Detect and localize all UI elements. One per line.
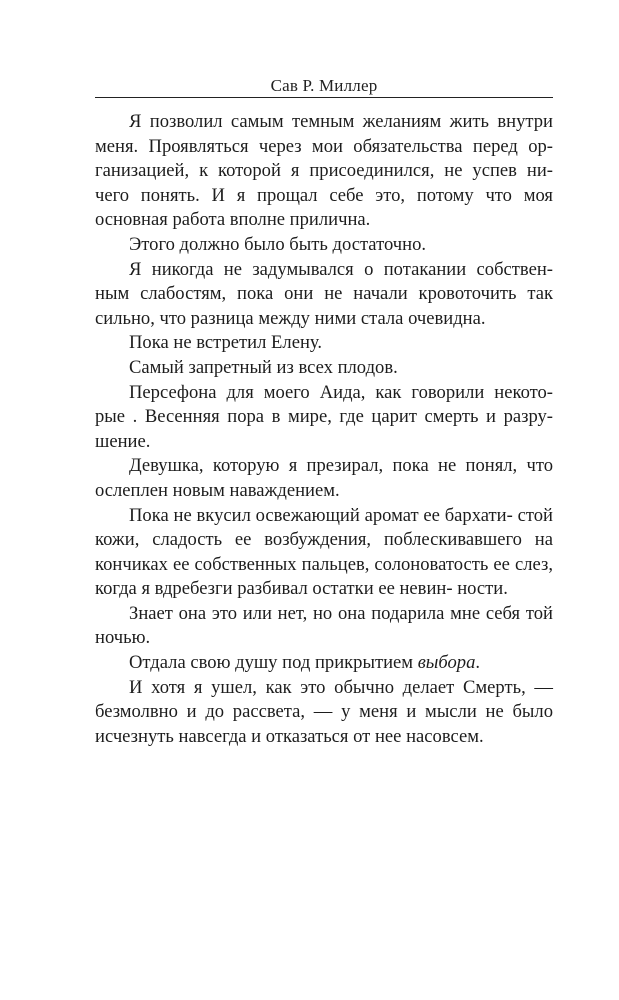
- line: Отдала свою душу под прикрытием: [129, 652, 418, 674]
- line: рые . Весенняя пора в мире, где царит смерть и разру-: [95, 406, 553, 428]
- body-text: [95, 110, 553, 749]
- line: сильно, что разница между ними стала очевидна.: [95, 307, 486, 329]
- paragraph: [95, 381, 553, 455]
- running-head-author: Сав Р. Миллер: [270, 76, 378, 95]
- paragraph: [95, 233, 553, 258]
- paragraph: [95, 602, 553, 651]
- paragraph: [95, 676, 553, 750]
- line: ным слабостям, пока они не начали кровоточить так: [95, 283, 553, 305]
- line: Персефона для моего Аида, как говорили некото-: [129, 381, 553, 403]
- line: Девушка, которую я презирал, пока не понял,: [129, 455, 518, 477]
- line: Пока не вкусил освежающий аромат ее бархати-: [129, 504, 513, 526]
- line: ности.: [457, 578, 508, 600]
- line: чего понять. И я прощал себе это, потому что моя: [95, 184, 553, 206]
- paragraph: [95, 356, 553, 381]
- paragraph: [95, 110, 553, 233]
- line: безмолвно и до рассвета, — у меня и мысли не было: [95, 701, 553, 723]
- line: основная работа вполне прилична.: [95, 209, 371, 231]
- paragraph: [95, 504, 553, 602]
- line: Я никогда не задумывался о потакании собствен-: [129, 258, 553, 280]
- line: .: [475, 652, 481, 674]
- line: ганизацией, к которой я присоединился, не успев ни-: [95, 160, 553, 182]
- line: Этого должно было быть достаточно.: [129, 233, 427, 255]
- line: той ночью.: [95, 602, 553, 649]
- line: исчезнуть навсегда и отказаться от нее насовсем.: [95, 725, 484, 747]
- line: стой кожи, сладость ее возбуждения, поблескивавшего: [95, 504, 553, 551]
- line: ее слез, когда я вдребезги разбивал остатки ее невин-: [95, 553, 553, 600]
- paragraph: [95, 454, 553, 503]
- line: Самый запретный из всех плодов.: [129, 356, 398, 378]
- paragraph: [95, 651, 553, 676]
- line: Знает она это или нет, но она подарила мне себя: [129, 602, 521, 624]
- line: Я позволил самым темным желаниям жить внутри: [129, 111, 553, 132]
- line: что ослеплен новым наваждением.: [95, 455, 554, 501]
- emphasized-word: выбора: [417, 652, 476, 674]
- paragraph: [95, 331, 553, 356]
- line: на кончиках ее собственных пальцев, солоноватость: [95, 529, 553, 575]
- header-rule: [95, 97, 553, 98]
- line: Пока не встретил Елену.: [129, 332, 322, 354]
- line: И хотя я ушел, как это обычно делает Смерть, —: [129, 676, 553, 698]
- paragraph: [95, 258, 553, 332]
- line: шение.: [95, 430, 151, 452]
- line: меня. Проявляться через мои обязательства перед ор-: [95, 135, 553, 157]
